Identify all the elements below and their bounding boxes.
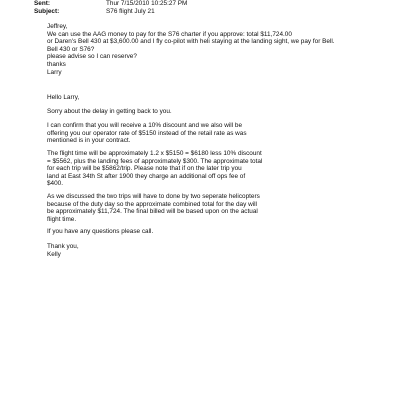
message-line: We can use the AAG money to pay for the S76 charter if you approve: total $11,724.00 [47,30,292,38]
sent-value: Thur 7/15/2010 10:25:27 PM [106,0,188,7]
signature: Kelly [47,250,61,258]
paragraph-line: for each trip will be $5862/trip. Please note that if on the later trip you [47,165,242,173]
paragraph-questions [47,228,387,236]
closing: Thank you, [47,243,79,250]
paragraph-line: If you have any questions please call. [47,228,154,235]
paragraph-line: $400. [47,180,63,188]
message-larry [47,23,387,76]
message-line: please advise so I can reserve? [47,53,137,61]
sent-label: Sent: [34,0,50,7]
paragraph-line: because of the duty day so the approximate combined total for the day will [47,200,257,208]
message-kelly [47,94,387,102]
paragraph-line: offering you our operator rate of $5150 instead of the retail rate as was [47,129,247,137]
paragraph-line: Sorry about the delay in getting back to you. [47,108,172,115]
paragraph-two-trips [47,193,387,223]
paragraph-line: As we discussed the two trips will have to done by two seperate helicopters [47,193,260,200]
greeting: Hello Larry, [47,94,80,101]
paragraph-apology [47,108,387,116]
paragraph-line: I can confirm that you will receive a 10% discount and we also will be [47,122,243,129]
message-line: Jeffrey, [47,23,68,30]
sent-row [34,0,187,8]
paragraph-line: = $5562, plus the landing fees of approximately $300. The approximate total [47,157,263,165]
message-signature: Larry [47,68,62,76]
paragraph-flight-cost [47,150,387,188]
subject-value: S76 flight July 21 [106,7,155,15]
message-line: Bell 430 or S76? [47,45,95,53]
paragraph-line: mentioned is in your contract. [47,137,131,145]
message-line: or Daren's Bell 430 at $3,600.00 and I fly co-pilot with heli staying at the landing sight, we pay for Bell. [47,38,335,46]
subject-label: Subject: [34,7,60,15]
paragraph-discount [47,122,387,145]
paragraph-line: land at East 34th St after 1900 they charge an additional off ops fee of [47,172,246,180]
paragraph-line: flight time. [47,215,77,223]
subject-row [34,8,155,16]
paragraph-line: be approximately $11,724. The final billed will be based upon on the actual [47,208,258,216]
closing-block [47,243,387,258]
message-line: thanks [47,60,66,68]
paragraph-line: The flight time will be approximately 1.2 x $5150 = $6180 less 10% discount [47,150,262,157]
